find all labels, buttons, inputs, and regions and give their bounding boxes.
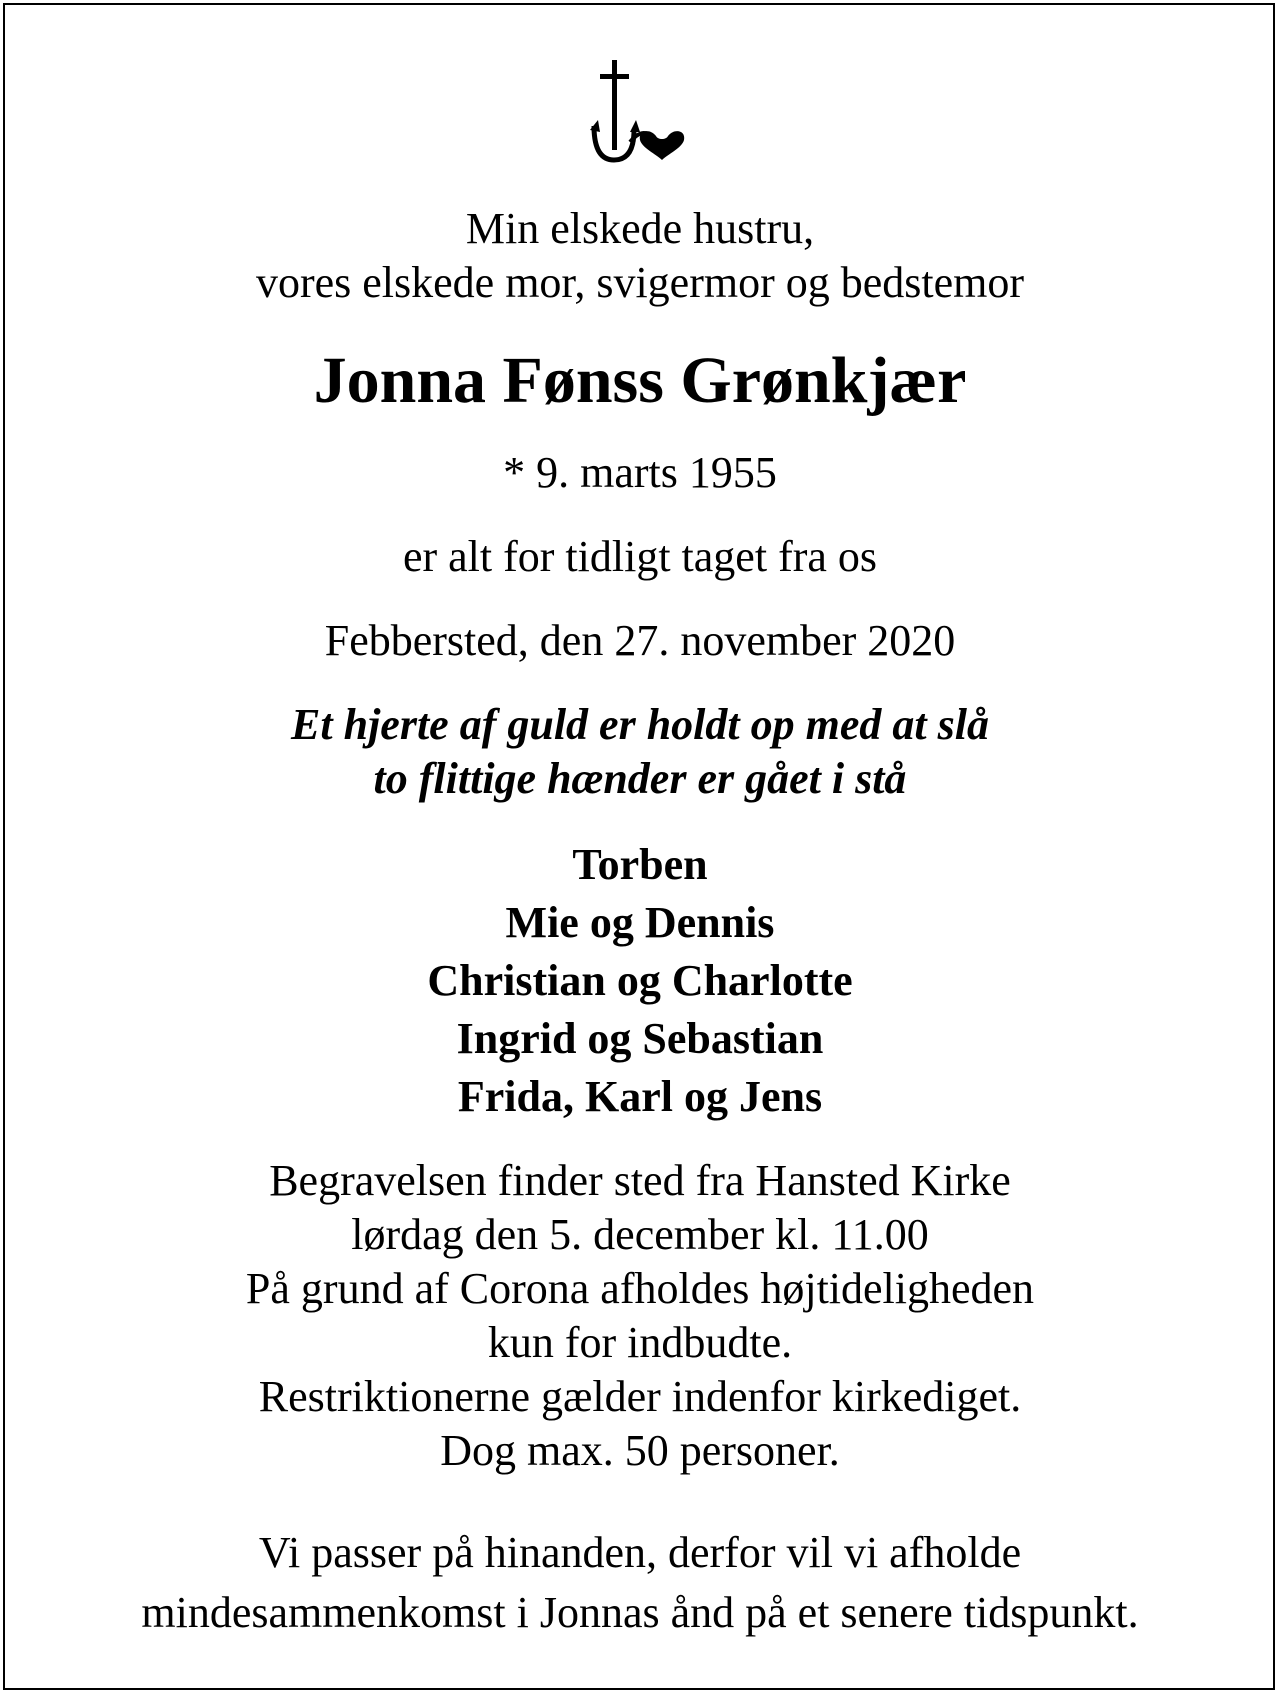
family-names <box>0 836 1280 1126</box>
closing-line-2: mindesammenkomst i Jonnas ånd på et senere tidspunkt. <box>141 1588 1139 1637</box>
deceased-name: Jonna Fønss Grønkjær <box>313 344 967 417</box>
funeral-line: Begravelsen finder sted fra Hansted Kirke <box>269 1156 1011 1205</box>
anchor-cross-heart-icon <box>590 60 690 170</box>
closing-line-1: Vi passer på hinanden, derfor vil vi afholde <box>258 1528 1022 1577</box>
family-name: Christian og Charlotte <box>427 956 853 1005</box>
statement-text: er alt for tidligt taget fra os <box>402 532 878 581</box>
intro-line-2: vores elskede mor, svigermor og bedstemor <box>255 258 1025 307</box>
verse-line-1: Et hjerte af guld er holdt op med at slå <box>291 700 989 749</box>
funeral-line: Dog max. 50 personer. <box>440 1426 840 1475</box>
family-name: Frida, Karl og Jens <box>457 1072 823 1121</box>
funeral-info <box>0 1154 1280 1478</box>
family-name: Mie og Dennis <box>505 898 775 947</box>
family-name: Ingrid og Sebastian <box>456 1014 824 1063</box>
funeral-line: På grund af Corona afholdes højtideligheden <box>245 1264 1035 1313</box>
family-name: Torben <box>572 840 708 889</box>
birth-date: * 9. marts 1955 <box>503 448 777 497</box>
place-date: Febbersted, den 27. november 2020 <box>324 616 956 665</box>
verse-line-2: to flittige hænder er gået i stå <box>373 754 907 803</box>
funeral-line: Restriktionerne gælder indenfor kirkediget. <box>258 1372 1022 1421</box>
funeral-line: kun for indbudte. <box>487 1318 793 1367</box>
funeral-line: lørdag den 5. december kl. 11.00 <box>351 1210 929 1259</box>
intro-line-1: Min elskede hustru, <box>465 204 815 253</box>
